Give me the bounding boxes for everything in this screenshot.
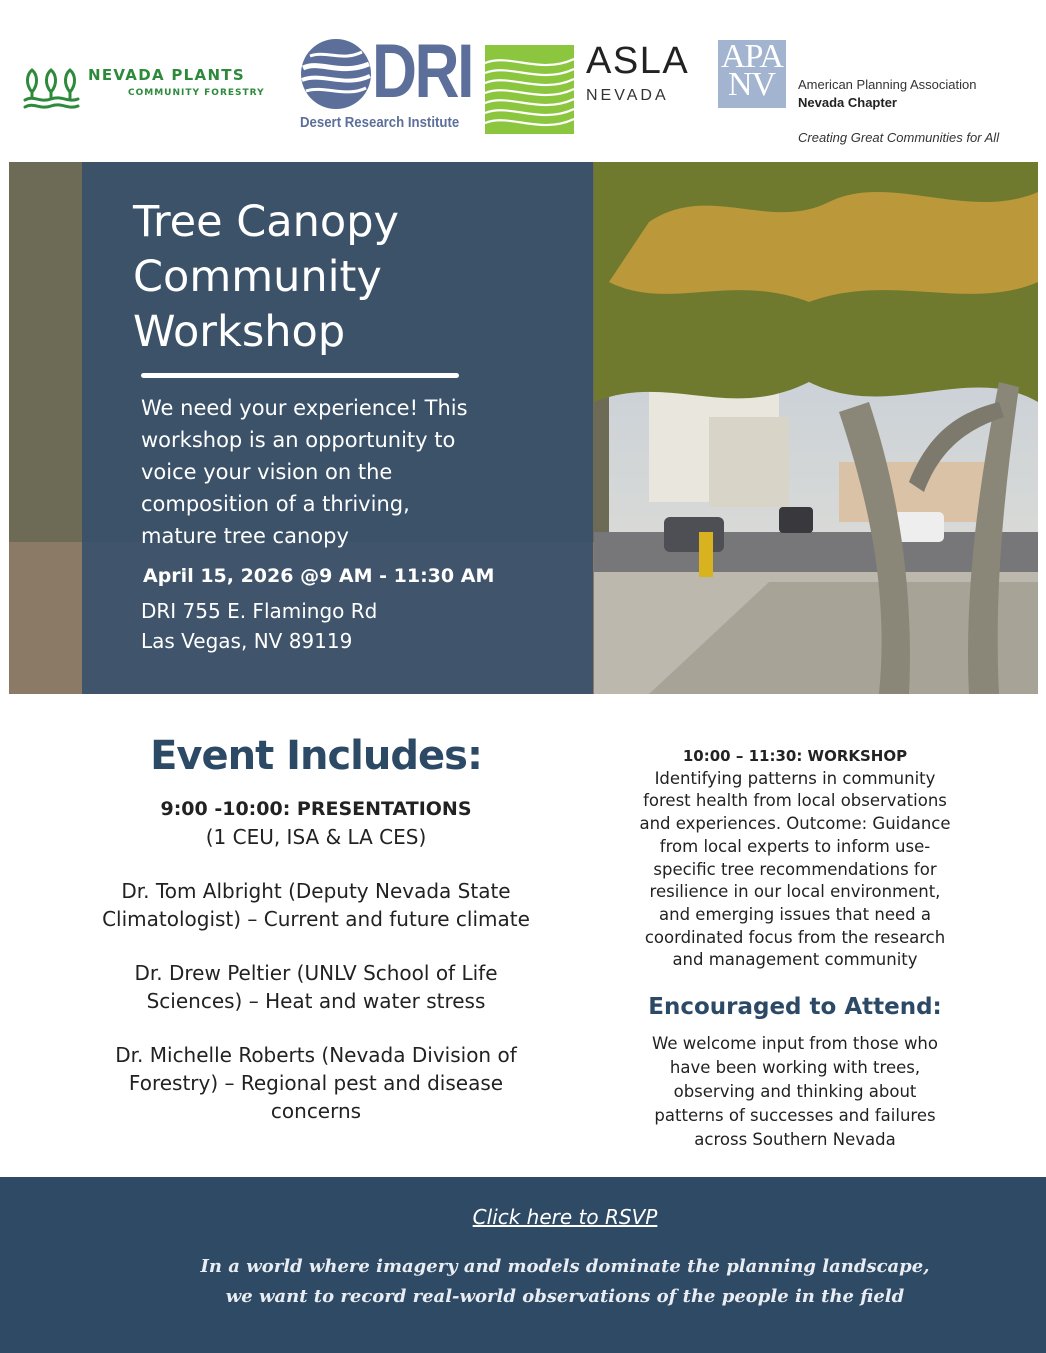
- workshop-heading: 10:00 – 11:30: WORKSHOP: [682, 747, 908, 765]
- event-includes-heading: Event Includes:: [150, 733, 482, 779]
- presentations-column: [70, 795, 562, 1151]
- dri-name: DRI: [372, 29, 472, 114]
- workshop-column: 10:00 – 11:30: WORKSHOP Identifying patterns in community forest health from local observations and experiences. Outcome: Guidance from local experts to inform use- specific tree recommendations for resilience in our local environment, and emerging issues that need a coordinated focus from the research and management community: [614, 745, 976, 972]
- nevada-plants-logo: [22, 66, 282, 112]
- title-divider: [141, 373, 459, 378]
- event-address: DRI 755 E. Flamingo Rd Las Vegas, NV 89119: [141, 599, 378, 653]
- tree-sprout-icon: [22, 66, 82, 112]
- encouraged-text: We welcome input from those who have been working with trees, observing and thinking about patterns of successes and failures across Southern Nevada: [651, 1034, 938, 1149]
- event-date: April 15, 2026 @9 AM - 11:30 AM: [143, 565, 495, 587]
- asla-subtitle: NEVADA: [586, 87, 669, 104]
- event-intro: We need your experience! This workshop is an opportunity to voice your vision on the composition of a thriving, mature tree canopy: [141, 396, 468, 548]
- speaker-item: Dr. Tom Albright (Deputy Nevada State Climatologist) – Current and future climate: [102, 879, 530, 931]
- rsvp-link[interactable]: Click here to RSVP: [472, 1205, 658, 1229]
- apa-mark-top: APA: [721, 38, 783, 75]
- presentations-heading: 9:00 -10:00: PRESENTATIONS: [160, 798, 472, 820]
- apa-mark-bottom: NV: [728, 66, 776, 103]
- event-title: Tree Canopy Community Workshop: [133, 197, 399, 357]
- footer-quote: In a world where imagery and models dominate the planning landscape, we want to record real-world observations of the people in the field: [200, 1256, 930, 1307]
- speaker-item: Dr. Michelle Roberts (Nevada Division of Forestry) – Regional pest and disease concerns: [115, 1043, 517, 1123]
- apa-chapter: Nevada Chapter: [798, 95, 897, 110]
- encouraged-heading: Encouraged to Attend:: [648, 994, 942, 1020]
- asla-name: ASLA: [586, 40, 690, 82]
- dri-subtitle: Desert Research Institute: [300, 114, 460, 131]
- apa-tagline: Creating Great Communities for All: [798, 130, 1000, 145]
- nevada-plants-subtitle: COMMUNITY FORESTRY: [128, 88, 265, 98]
- asla-landscape-icon: [485, 45, 574, 134]
- presentations-credit: (1 CEU, ISA & LA CES): [205, 825, 427, 849]
- apa-name: American Planning Association: [798, 77, 977, 92]
- speaker-item: Dr. Drew Peltier (UNLV School of Life Sciences) – Heat and water stress: [134, 961, 498, 1013]
- nevada-plants-name: NEVADA PLANTS: [88, 66, 245, 84]
- dri-globe-icon: [300, 38, 372, 110]
